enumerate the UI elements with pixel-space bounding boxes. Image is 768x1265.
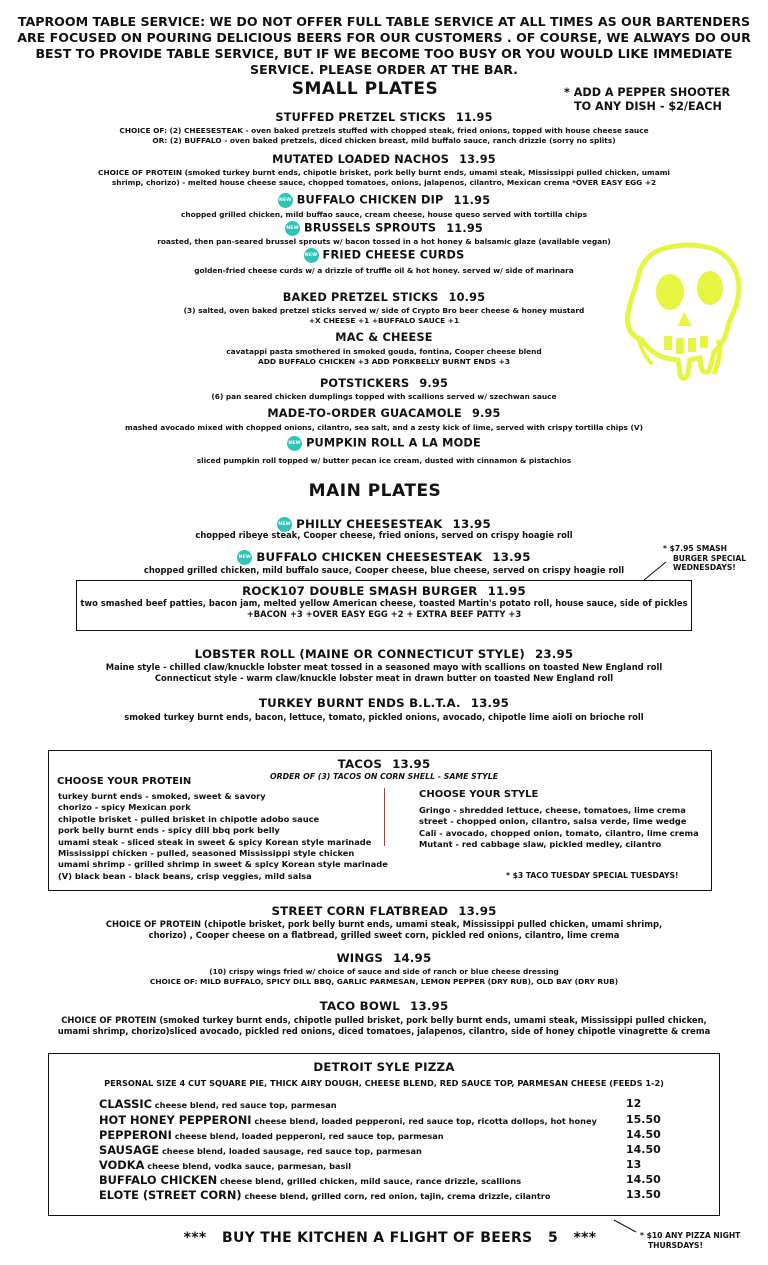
item-wings: WINGS 14.95 — [336, 951, 432, 965]
item-description: golden-fried cheese curds w/ a drizzle of truffle oil & hot honey. served w/ side of marinara — [194, 266, 574, 275]
list-item: umami steak - sliced steak in sweet & spicy Korean style marinade — [58, 836, 372, 847]
new-badge-icon: NEW — [277, 517, 292, 532]
taproom-notice: TAPROOM TABLE SERVICE: WE DO NOT OFFER FULL TABLE SERVICE AT ALL TIMES AS OUR BARTENDERS ARE FOCUSED ON POURING DELICIOUS BEERS FOR OUR CUSTOMERS . OF COURSE, WE ALWAYS DO OUR BEST TO PROVIDE TABLE SERVICE, BUT IF WE BECOME TOO BUSY OR YOU WOULD LIKE IMMEDIATE SERVICE. PLEASE ORDER AT THE BAR. — [17, 14, 751, 77]
item-description: CHOICE OF: (2) CHEESESTEAK - oven baked pretzels stuffed with chopped steak, fried onions, topped with house cheese sauce OR: (2) BUFFALO - oven baked pretzels, diced chicken breast, mild buffalo sauce, ranch drizzle (sorry no splits) — [119, 126, 649, 145]
list-item: street - chopped onion, cilantro, salsa verde, lime wedge — [419, 816, 687, 827]
taco-tuesday-note: * $3 TACO TUESDAY SPECIAL TUESDAYS! — [506, 871, 679, 880]
item-description: Maine style - chilled claw/knuckle lobster meat tossed in a seasoned mayo with scallions on toasted New England roll Connecticut style - warm claw/knuckle lobster meat in drawn butter on toasted New England roll — [105, 662, 663, 683]
pizza-row: PEPPERONI cheese blend, loaded pepperoni, red sauce top, parmesan 14.50 — [99, 1128, 661, 1142]
list-item: chipotle brisket - pulled brisket in chipotle adobo sauce — [58, 813, 320, 824]
item-description: CHOICE OF PROTEIN (smoked turkey burnt ends, chipotle pulled brisket, pork belly burnt ends, umami steak, Mississippi pulled chicken, umami shrimp, chorizo)sliced avocado, pickled red onions, diced tomatoes, jalapenos, cilantro, side of honey chipotle vinagrette & crema — [57, 1015, 711, 1036]
item-description: chopped ribeye steak, Cooper cheese, fried onions, served on crispy hoagie roll — [195, 530, 573, 540]
item-mutated-loaded-nachos: MUTATED LOADED NACHOS 13.95 — [272, 153, 496, 166]
list-item: (V) black bean - black beans, crisp veggies, mild salsa — [58, 870, 312, 881]
tacos-title: TACOS 13.95 — [337, 757, 431, 771]
tacos-divider — [384, 788, 385, 846]
item-description: (3) salted, oven baked pretzel sticks served w/ side of Crypto Bro beer cheese & honey mustard +X CHEESE +1 +BUFFALO SAUCE +1 — [183, 306, 585, 325]
item-description: chopped grilled chicken, mild buffalo sauce, Cooper cheese, blue cheese, served on crispy hoagie roll — [143, 565, 625, 575]
list-item: Cali - avocado, chopped onion, tomato, cilantro, lime crema — [419, 827, 699, 838]
list-item: umami shrimp - grilled shrimp in sweet & spicy Korean style marinade — [58, 859, 388, 870]
pizza-row: SAUSAGE cheese blend, loaded sausage, red sauce top, parmesan 14.50 — [99, 1143, 661, 1157]
style-list — [419, 805, 709, 851]
new-badge-icon: NEW — [304, 248, 319, 263]
pizza-night-note: * $10 ANY PIZZA NIGHT THURSDAYS! — [640, 1231, 741, 1250]
tacos-subtitle: ORDER OF (3) TACOS ON CORN SHELL - SAME STYLE — [269, 772, 499, 781]
pepper-note-line: TO ANY DISH - $2/EACH — [574, 100, 722, 113]
list-item: Gringo - shredded lettuce, cheese, tomatoes, lime crema — [419, 805, 686, 815]
item-description: CHOICE OF PROTEIN (smoked turkey burnt ends, chipotle brisket, pork belly burnt ends, umami steak, Mississippi pulled chicken, umami shrimp, chorizo) - melted house cheese sauce, chopped tomatoes, onions, jalapenos, cilantro, Mexican crema *OVER EASY EGG +2 — [98, 168, 670, 187]
item-description: chopped grilled chicken, mild buffao sauce, cream cheese, house queso served with tortilla chips — [181, 210, 587, 219]
item-description: sliced pumpkin roll topped w/ butter pecan ice cream, dusted with cinnamon & pistachios — [196, 456, 572, 465]
protein-title: CHOOSE YOUR PROTEIN — [57, 776, 192, 787]
pepper-note-line: * ADD A PEPPER SHOOTER — [564, 86, 731, 99]
item-mac-and-cheese: MAC & CHEESE — [335, 331, 433, 344]
item-description: smoked turkey burnt ends, bacon, lettuce, tomato, pickled onions, avocado, chipotle lime aioli on brioche roll — [124, 712, 644, 722]
list-item: Mississippi chicken - pulled, seasoned Mississippi style chicken — [58, 848, 355, 859]
pizza-row: CLASSIC cheese blend, red sauce top, parmesan 12 — [99, 1097, 642, 1111]
item-turkey-burnt-ends-blta: TURKEY BURNT ENDS B.L.T.A. 13.95 — [258, 696, 510, 710]
item-description: (10) crispy wings fried w/ choice of sauce and side of ranch or blue cheese dressing CHOICE OF: MILD BUFFALO, SPICY DILL BBQ, GARLIC PARMESAN, LEMON PEPPER (DRY RUB), OLD BAY (DRY RUB) — [149, 967, 619, 986]
item-stuffed-pretzel-sticks: STUFFED PRETZEL STICKS 11.95 — [275, 111, 493, 124]
list-item: pork belly burnt ends - spicy dill bbq pork belly — [58, 825, 280, 836]
item-brussels-sprouts: NEW BRUSSELS SPROUTS 11.95 — [286, 221, 483, 235]
item-baked-pretzel-sticks: BAKED PRETZEL STICKS 10.95 — [282, 291, 486, 304]
list-item: turkey burnt ends - smoked, sweet & savory — [58, 791, 266, 801]
item-fried-cheese-curds: NEW FRIED CHEESE CURDS — [304, 248, 465, 262]
small-plates-title: SMALL PLATES — [291, 79, 439, 99]
item-description: (6) pan seared chicken dumplings topped with scallions served w/ szechwan sauce — [211, 392, 557, 401]
item-description: mashed avocado mixed with chopped onions, cilantro, sea salt, and a zesty kick of lime, served with crispy tortilla chips (V) — [125, 423, 643, 432]
footer-flight-of-beers: *** BUY THE KITCHEN A FLIGHT OF BEERS 5 *** — [183, 1230, 597, 1246]
item-rock107-double-smash-burger: ROCK107 DOUBLE SMASH BURGER 11.95 — [242, 584, 526, 598]
new-badge-icon: NEW — [237, 550, 252, 565]
pizza-row: HOT HONEY PEPPERONI cheese blend, loaded pepperoni, red sauce top, ricotta dollops, hot honey 15.50 — [99, 1113, 661, 1127]
pizza-row: BUFFALO CHICKEN cheese blend, grilled chicken, mild sauce, rance drizzle, scallions 14.50 — [99, 1173, 661, 1187]
item-description: CHOICE OF PROTEIN (chipotle brisket, pork belly burnt ends, umami steak, Mississippi pulled chicken, umami shrimp, chorizo) , Cooper cheese on a flatbread, grilled sweet corn, pickled red onions, cilantro, lime crema — [105, 919, 663, 940]
item-buffalo-chicken-cheesesteak: NEW BUFFALO CHICKEN CHEESESTEAK 13.95 — [238, 550, 531, 564]
pepper-note — [564, 86, 764, 114]
smash-burger-special-note: * $7.95 SMASH BURGER SPECIAL WEDNESDAYS! — [663, 544, 747, 572]
item-buffalo-chicken-dip: NEW BUFFALO CHICKEN DIP 11.95 — [279, 193, 491, 207]
pizza-title: DETROIT SYLE PIZZA — [313, 1060, 455, 1074]
item-philly-cheesesteak: NEW PHILLY CHEESESTEAK 13.95 — [278, 517, 491, 531]
item-description: roasted, then pan-seared brussel sprouts w/ bacon tossed in a hot honey & balsamic glaze (available vegan) — [157, 237, 611, 246]
pointer-line-icon — [640, 560, 670, 582]
item-made-to-order-guacamole: MADE-TO-ORDER GUACAMOLE 9.95 — [267, 407, 501, 420]
style-title: CHOOSE YOUR STYLE — [419, 789, 539, 800]
protein-list — [58, 791, 388, 882]
item-description: two smashed beef patties, bacon jam, melted yellow American cheese, toasted Martin's potato roll, house sauce, side of pickles +BACON +3 +OVER EASY EGG +2 + EXTRA BEEF PATTY +3 — [80, 598, 688, 619]
pizza-subtitle: PERSONAL SIZE 4 CUT SQUARE PIE, THICK AIRY DOUGH, CHEESE BLEND, RED SAUCE TOP, PARMESAN CHEESE (FEEDS 1-2) — [104, 1078, 664, 1088]
item-pumpkin-roll-a-la-mode: NEW PUMPKIN ROLL A LA MODE — [288, 436, 481, 450]
main-plates-title: MAIN PLATES — [308, 481, 442, 501]
list-item: Mutant - red cabbage slaw, pickled medley, cilantro — [419, 839, 662, 850]
item-potstickers: POTSTICKERS 9.95 — [319, 377, 449, 390]
pointer-line-icon — [610, 1218, 640, 1236]
item-lobster-roll: LOBSTER ROLL (MAINE OR CONNECTICUT STYLE) 23.95 — [194, 647, 574, 661]
item-description: cavatappi pasta smothered in smoked gouda, fontina, Cooper cheese blend ADD BUFFALO CHICKEN +3 ADD PORKBELLY BURNT ENDS +3 — [226, 347, 542, 366]
new-badge-icon: NEW — [287, 436, 302, 451]
item-taco-bowl: TACO BOWL 13.95 — [319, 999, 449, 1013]
list-item: chorizo - spicy Mexican pork — [58, 802, 191, 813]
new-badge-icon: NEW — [285, 221, 300, 236]
new-badge-icon: NEW — [278, 193, 293, 208]
pizza-row: VODKA cheese blend, vodka sauce, parmesan, basil 13 — [99, 1158, 642, 1172]
item-street-corn-flatbread: STREET CORN FLATBREAD 13.95 — [271, 904, 497, 918]
pizza-row: ELOTE (STREET CORN) cheese blend, grilled corn, red onion, tajin, crema drizzle, cilantro 13.50 — [99, 1188, 661, 1202]
